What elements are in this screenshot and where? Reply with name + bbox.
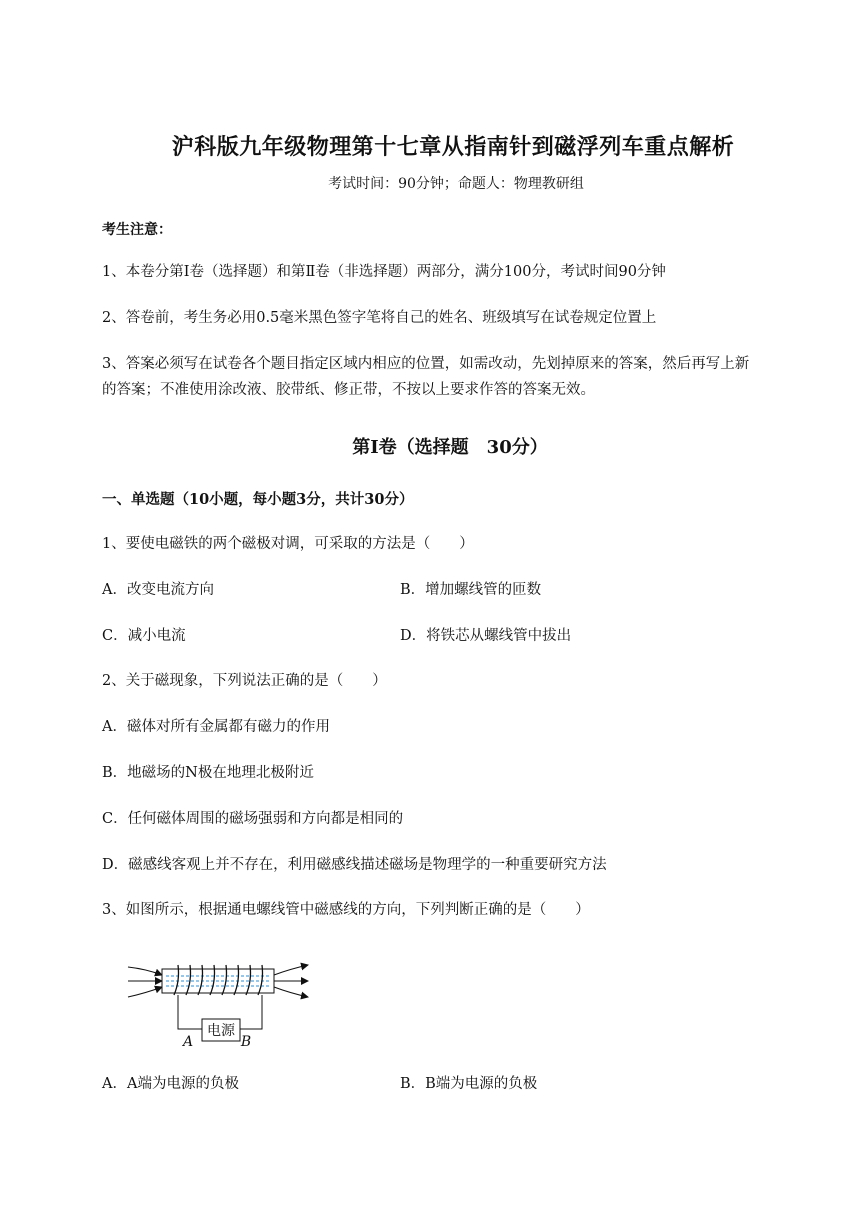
question-2-option-c: C．任何磁体周围的磁场强弱和方向都是相同的 <box>102 811 404 827</box>
solenoid-circuit-figure <box>124 955 314 1050</box>
terminal-a-label: A <box>182 1034 194 1050</box>
notice-heading: 考生注意： <box>102 222 172 238</box>
part-title: 一、单选题（10小题，每小题3分，共计30分） <box>102 491 414 508</box>
power-source-label: 电源 <box>207 1023 235 1039</box>
notice-item-3-line-2: 的答案；不准使用涂改液、胶带纸、修正带，不按以上要求作答的答案无效。 <box>102 382 595 398</box>
question-2-stem: 2、关于磁现象，下列说法正确的是（ ） <box>102 673 387 689</box>
exam-info: 考试时间：90分钟；命题人：物理教研组 <box>328 176 584 192</box>
question-1-option-b: B．增加螺线管的匝数 <box>400 582 542 598</box>
question-2-option-a: A．磁体对所有金属都有磁力的作用 <box>102 719 330 735</box>
question-1-option-a: A．改变电流方向 <box>102 582 214 598</box>
page-title: 沪科版九年级物理第十七章从指南针到磁浮列车重点解析 <box>171 134 735 160</box>
question-3-option-b: B．B端为电源的负极 <box>400 1076 538 1092</box>
section-title: 第Ⅰ卷（选择题 30分） <box>352 437 548 458</box>
question-1-option-d: D．将铁芯从螺线管中拔出 <box>400 628 572 644</box>
question-3-option-a: A．A端为电源的负极 <box>102 1076 239 1092</box>
question-2-option-d: D．磁感线客观上并不存在，利用磁感线描述磁场是物理学的一种重要研究方法 <box>102 857 607 873</box>
question-1-stem: 1、要使电磁铁的两个磁极对调，可采取的方法是（ ） <box>102 536 474 552</box>
notice-item-3-line-1: 3、答案必须写在试卷各个题目指定区域内相应的位置，如需改动，先划掉原来的答案，然后再写上新 <box>102 356 750 372</box>
notice-item-2: 2、答卷前，考生务必用0.5毫米黑色签字笔将自己的姓名、班级填写在试卷规定位置上 <box>102 310 657 326</box>
notice-item-1: 1、本卷分第Ⅰ卷（选择题）和第Ⅱ卷（非选择题）两部分，满分100分，考试时间90分钟 <box>102 264 666 280</box>
question-1-option-c: C．减小电流 <box>102 628 186 644</box>
question-3-stem: 3、如图所示，根据通电螺线管中磁感线的方向，下列判断正确的是（ ） <box>102 902 590 918</box>
terminal-b-label: B <box>240 1034 252 1050</box>
question-2-option-b: B．地磁场的N极在地理北极附近 <box>102 765 314 781</box>
